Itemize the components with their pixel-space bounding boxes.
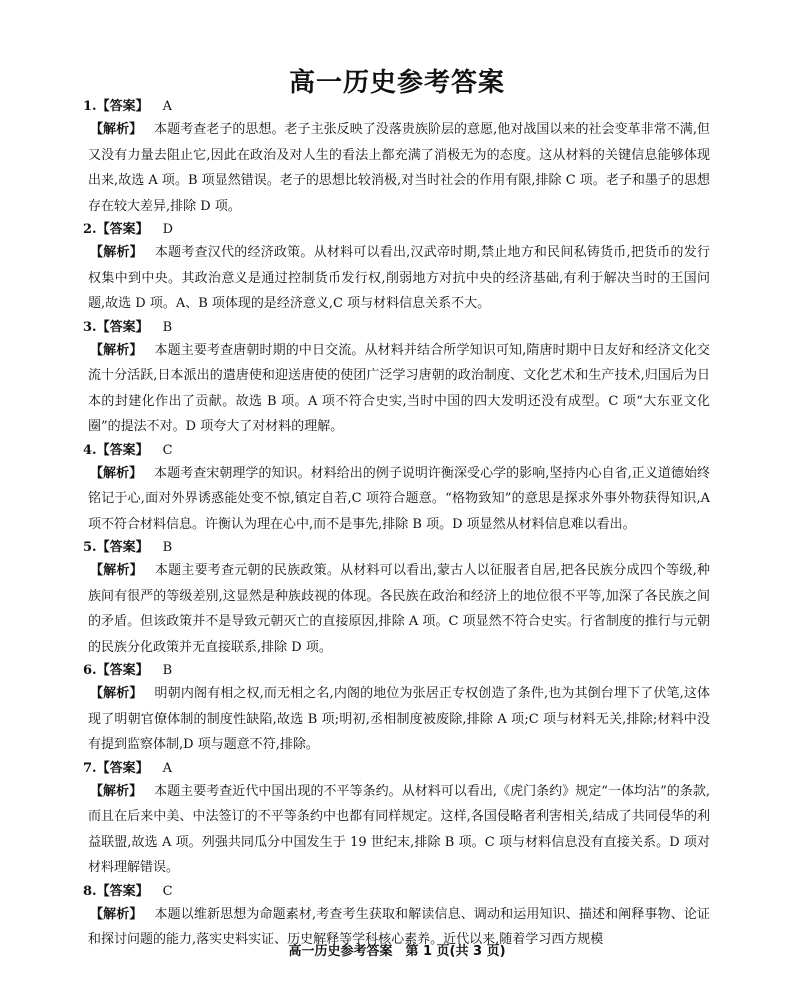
question-number: 5. <box>83 540 97 555</box>
answer-line <box>83 97 710 117</box>
answer-label: 【答案】 <box>96 663 149 678</box>
answer-label: 【答案】 <box>96 760 149 776</box>
answer-choice: C <box>162 883 173 899</box>
answer-choice: A <box>162 99 172 114</box>
answer-line <box>83 318 710 338</box>
answer-line <box>83 759 710 779</box>
page-footer: 高一历史参考答案 第 1 页(共 3 页) <box>288 944 506 959</box>
question-number: 1. <box>83 99 97 114</box>
analysis-text: 本题考查老子的思想。老子主张反映了没落贵族阶层的意愿,他对战国以来的社会变革非常不满,但又没有力量去阻止它,因此在政治及对人生的看法上都充满了消极无为的态度。这从材料的关键信息能够体现出来,故选 A 项。B 项显然错误。老子的思想比较消极,对当时社会的作用有限,排除 C 项。老子和墨子的思想存在较大差异,排除 D 项。 <box>88 122 710 214</box>
question-number: 4. <box>83 442 97 458</box>
question-number: 8. <box>83 883 97 899</box>
question-number: 3. <box>83 319 97 335</box>
answer-choice: D <box>162 222 174 237</box>
analysis-label: 【解析】 <box>90 783 143 799</box>
answer-label: 【答案】 <box>96 442 149 458</box>
answer-label: 【答案】 <box>96 99 149 114</box>
analysis-paragraph <box>88 681 710 758</box>
analysis-label: 【解析】 <box>90 342 143 358</box>
analysis-paragraph <box>88 240 710 317</box>
analysis-label: 【解析】 <box>90 245 143 260</box>
analysis-text: 本题主要考查唐朝时期的中日交流。从材料并结合所学知识可知,隋唐时期中日友好和经济文化交流十分活跃,日本派出的遣唐使和迎送唐使的使团广泛学习唐朝的政治制度、文化艺术和生产技术,归国后为日本的封建化作出了贡献。故选 B 项。A 项不符合史实,当时中国的四大发明还没有成型。C 项“大东亚文化圈”的提法不对。D 项夸大了对材料的理解。 <box>88 342 710 434</box>
analysis-paragraph <box>88 338 710 440</box>
question-number: 6. <box>83 663 97 678</box>
analysis-text: 本题考查宋朝理学的知识。材料给出的例子说明许衡深受心学的影响,坚持内心自省,正义道德始终铭记于心,面对外界诱惑能处变不惊,镇定自若,C 项符合题意。“格物致知”的意思是探求外事外物获得知识,A 项不符合材料信息。许衡认为理在心中,而不是事先,排除 B 项。D 项显然从材料信息难以看出。 <box>88 465 710 532</box>
answer-choice: B <box>162 663 173 678</box>
answer-choice: B <box>162 540 173 555</box>
analysis-label: 【解析】 <box>90 122 143 137</box>
answer-line <box>83 661 710 681</box>
answer-label: 【答案】 <box>96 883 149 899</box>
analysis-paragraph <box>88 558 710 660</box>
analysis-label: 【解析】 <box>90 906 143 922</box>
answer-line <box>83 220 710 240</box>
analysis-label: 【解析】 <box>90 686 143 701</box>
analysis-text: 本题主要考查元朝的民族政策。从材料可以看出,蒙古人以征服者自居,把各民族分成四个等级,种族间有很严的等级差别,这显然是种族歧视的体现。各民族在政治和经济上的地位很不平等,加深了各民族之间的矛盾。但该政策并不是导致元朝灭亡的直接原因,排除 A 项。C 项显然不符合史实。行省制度的推行与元朝的民族分化政策并无直接联系,排除 D 项。 <box>88 563 710 655</box>
analysis-text: 本题主要考查近代中国出现的不平等条约。从材料可以看出,《虎门条约》规定“一体均沾”的条款,而且在后来中美、中法签订的不平等条约中也都有同样规定。这样,各国侵略者利害相关,结成了共同侵华的利益联盟,故选 A 项。列强共同瓜分中国发生于 19 世纪末,排除 B 项。C 项与材料信息没有直接关系。D 项对材料理解错误。 <box>88 783 710 875</box>
analysis-paragraph <box>88 117 710 219</box>
analysis-text: 本题以维新思想为命题素材,考查考生获取和解读信息、调动和运用知识、描述和阐释事物、论证和探讨问题的能力,落实史料实证、历史解释等学科核心素养。近代以来,随着学习西方规模 <box>88 906 710 947</box>
answer-label: 【答案】 <box>96 319 149 335</box>
answer-label: 【答案】 <box>96 540 149 555</box>
answer-label: 【答案】 <box>96 222 149 237</box>
answer-line <box>83 538 710 558</box>
analysis-paragraph <box>88 779 710 881</box>
answer-choice: C <box>162 442 173 458</box>
question-number: 2. <box>83 222 97 237</box>
page-title: 高一历史参考答案 <box>288 68 505 98</box>
answer-line <box>83 882 710 902</box>
answer-line <box>83 441 710 461</box>
analysis-text: 明朝内阁有相之权,而无相之名,内阁的地位为张居正专权创造了条件,也为其倒台埋下了伏笔,这体现了明朝官僚体制的制度性缺陷,故选 B 项;明初,丞相制度被废除,排除 A 项;C 项与材料无关,排除;材料中没有提到监察体制,D 项与题意不符,排除。 <box>88 686 710 752</box>
answer-choice: A <box>162 760 172 776</box>
analysis-text: 本题考查汉代的经济政策。从材料可以看出,汉武帝时期,禁止地方和民间私铸货币,把货币的发行权集中到中央。其政治意义是通过控制货币发行权,削弱地方对抗中央的经济基础,有利于解决当时的王国问题,故选 D 项。A、B 项体现的是经济意义,C 项与材料信息关系不大。 <box>88 245 710 311</box>
analysis-paragraph <box>88 461 710 538</box>
question-number: 7. <box>83 760 97 776</box>
answer-list <box>83 97 710 954</box>
analysis-label: 【解析】 <box>90 563 143 578</box>
analysis-label: 【解析】 <box>90 465 143 481</box>
answer-choice: B <box>162 319 173 335</box>
